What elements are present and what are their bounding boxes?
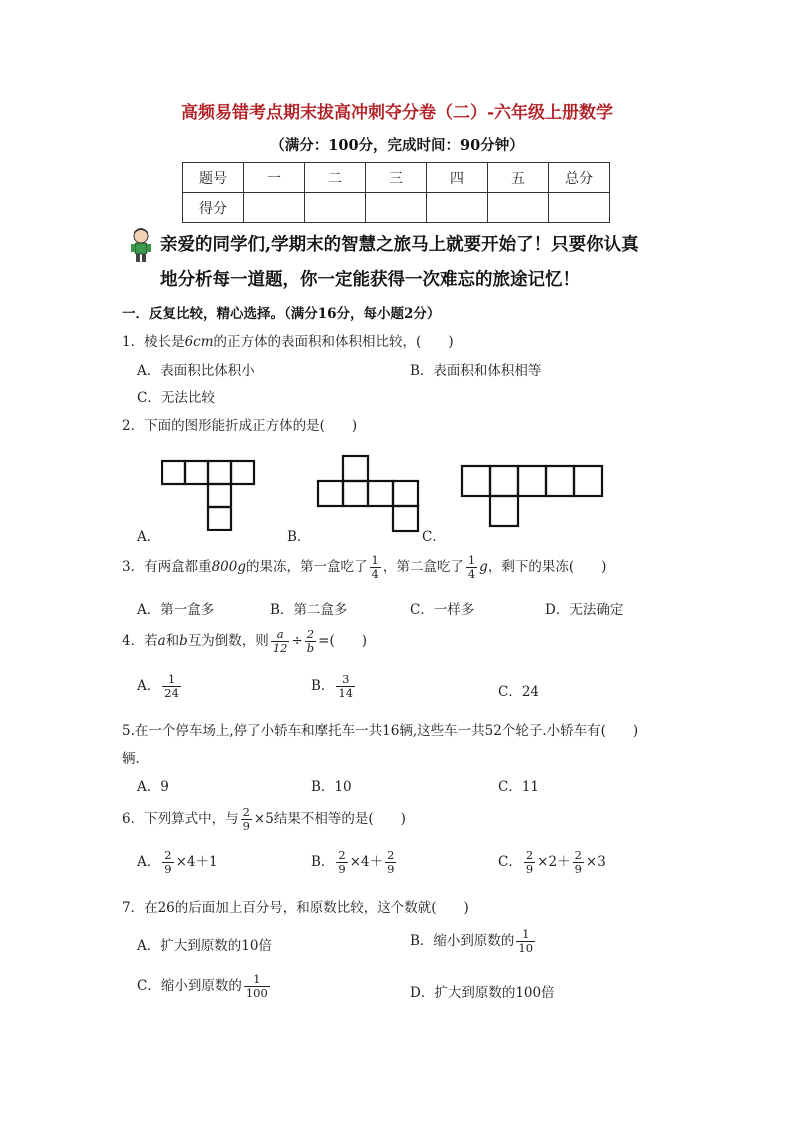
q4-operator: ÷	[291, 633, 303, 650]
q5-option-b[interactable]: B．10	[311, 779, 352, 795]
cube-net-b	[316, 454, 420, 534]
q2-option-a[interactable]: A．	[137, 529, 161, 545]
q4-expr-fraction-2: $\frac{2}{b}$	[306, 627, 315, 656]
student-mascot-icon	[128, 228, 154, 264]
score-col-1: 一	[244, 163, 305, 193]
q6-option-a[interactable]: A． $\frac{2}{9}$ ×4＋1	[137, 848, 218, 877]
q6-fraction: $\frac{2}{9}$	[242, 805, 250, 834]
score-cell-4[interactable]	[427, 193, 488, 223]
score-col-total: 总分	[549, 163, 610, 193]
q1-option-b[interactable]: B．表面积和体积相等	[410, 363, 542, 379]
q4-var-b: b	[179, 633, 188, 650]
q3-option-b[interactable]: B．第二盒多	[270, 602, 348, 618]
score-col-5: 五	[488, 163, 549, 193]
q3-unit: g	[479, 559, 488, 576]
q5-option-c[interactable]: C．11	[498, 779, 540, 795]
q6-option-c[interactable]: C． $\frac{2}{9}$ ×2＋ $\frac{2}{9}$ ×3	[498, 848, 606, 877]
q7-option-a[interactable]: A．扩大到原数的10倍	[137, 938, 272, 954]
q6-option-b[interactable]: B． $\frac{2}{9}$ ×4＋ $\frac{2}{9}$	[311, 848, 395, 877]
score-col-3: 三	[366, 163, 427, 193]
question-7: 7．在26的后面加上百分号，和原数比较，这个数就( )	[122, 900, 469, 916]
q3-text-pre: 3．有两盒都重	[122, 559, 212, 576]
q3-option-d[interactable]: D．无法确定	[545, 602, 624, 618]
q3-text-mid: 的果冻，第一盒吃了	[246, 559, 368, 576]
question-2: 2．下面的图形能折成正方体的是( )	[122, 418, 358, 434]
q4-option-b-fraction: $\frac{3}{14}$	[338, 672, 354, 701]
q7-option-b[interactable]: B．缩小到原数的 $\frac{1}{10}$	[410, 927, 534, 956]
q3-text-mid2: ，第二盒吃了	[382, 559, 464, 576]
q3-fraction-2: $\frac{1}{4}$	[467, 553, 476, 582]
q6-text-pre: 6．下列算式中，与	[122, 811, 239, 828]
greeting-line-1: 亲爱的同学们,学期末的智慧之旅马上就要开始了！只要你认真	[160, 235, 639, 255]
score-cell-1[interactable]	[244, 193, 305, 223]
score-table-row-label: 得分	[183, 193, 244, 223]
q6-text-post: ×5结果不相等的是( )	[253, 811, 406, 828]
question-4	[122, 628, 367, 655]
q4-var-a: a	[157, 633, 166, 650]
section-1-heading: 一．反复比较，精心选择。（满分16分，每小题2分）	[122, 306, 441, 322]
greeting-line-2: 地分析每一道题，你一定能获得一次难忘的旅途记忆！	[160, 270, 580, 290]
q1-text-post: 的正方体的表面积和体积相比较，( )	[213, 334, 454, 350]
q4-text-post: =( )	[318, 633, 367, 650]
q4-text-mid: 互为倒数，则	[187, 633, 269, 650]
q4-text-pre: 4．若	[122, 633, 158, 650]
page-title: 高频易错考点期末拔高冲刺夺分卷（二）-六年级上册数学	[180, 103, 614, 123]
q7-option-c[interactable]: C．缩小到原数的 $\frac{1}{100}$	[137, 972, 268, 1001]
q3-fraction-1: $\frac{1}{4}$	[371, 553, 379, 582]
q4-option-a-fraction: $\frac{1}{24}$	[164, 672, 179, 701]
question-3	[122, 554, 606, 581]
q1-text-pre: 1．棱长是	[122, 334, 185, 350]
score-cell-2[interactable]	[305, 193, 366, 223]
q4-option-c[interactable]: C．24	[498, 684, 540, 700]
question-5-line-1: 5.在一个停车场上,停了小轿车和摩托车一共16辆,这些车一共52个轮子.小轿车有( )	[122, 723, 639, 739]
score-table-header-row	[183, 163, 610, 193]
score-col-4: 四	[427, 163, 488, 193]
score-cell-total[interactable]	[549, 193, 610, 223]
score-table	[182, 162, 610, 223]
score-cell-5[interactable]	[488, 193, 549, 223]
cube-net-c	[460, 464, 604, 528]
score-table-score-row	[183, 193, 610, 223]
q3-option-c[interactable]: C．一样多	[410, 602, 475, 618]
q4-option-a[interactable]: A． $\frac{1}{24}$	[137, 672, 179, 701]
q4-expr-fraction-1: $\frac{a}{12}$	[272, 627, 288, 656]
question-6	[122, 806, 406, 833]
q1-option-c[interactable]: C．无法比较	[137, 390, 215, 406]
q3-option-a[interactable]: A．第一盒多	[137, 602, 215, 618]
q4-text-and: 和	[165, 633, 180, 650]
question-1	[122, 330, 454, 350]
q7-option-d[interactable]: D．扩大到原数的100倍	[410, 985, 555, 1001]
q3-weight: 800g	[211, 559, 247, 576]
q2-option-c[interactable]: C．	[422, 529, 446, 545]
score-cell-3[interactable]	[366, 193, 427, 223]
score-col-2: 二	[305, 163, 366, 193]
q1-value: 6cm	[184, 334, 214, 350]
q4-option-b[interactable]: B． $\frac{3}{14}$	[311, 672, 354, 701]
page-subtitle: （满分：100分，完成时间：90分钟）	[270, 137, 524, 154]
cube-net-a	[161, 459, 259, 531]
q1-option-a[interactable]: A．表面积比体积小	[137, 363, 255, 379]
score-table-header-label: 题号	[183, 163, 244, 193]
question-5-line-2: 辆.	[122, 751, 140, 767]
q5-option-a[interactable]: A．9	[137, 779, 169, 795]
q3-text-post: ，剩下的果冻( )	[487, 559, 607, 576]
q2-option-b[interactable]: B．	[287, 529, 311, 545]
